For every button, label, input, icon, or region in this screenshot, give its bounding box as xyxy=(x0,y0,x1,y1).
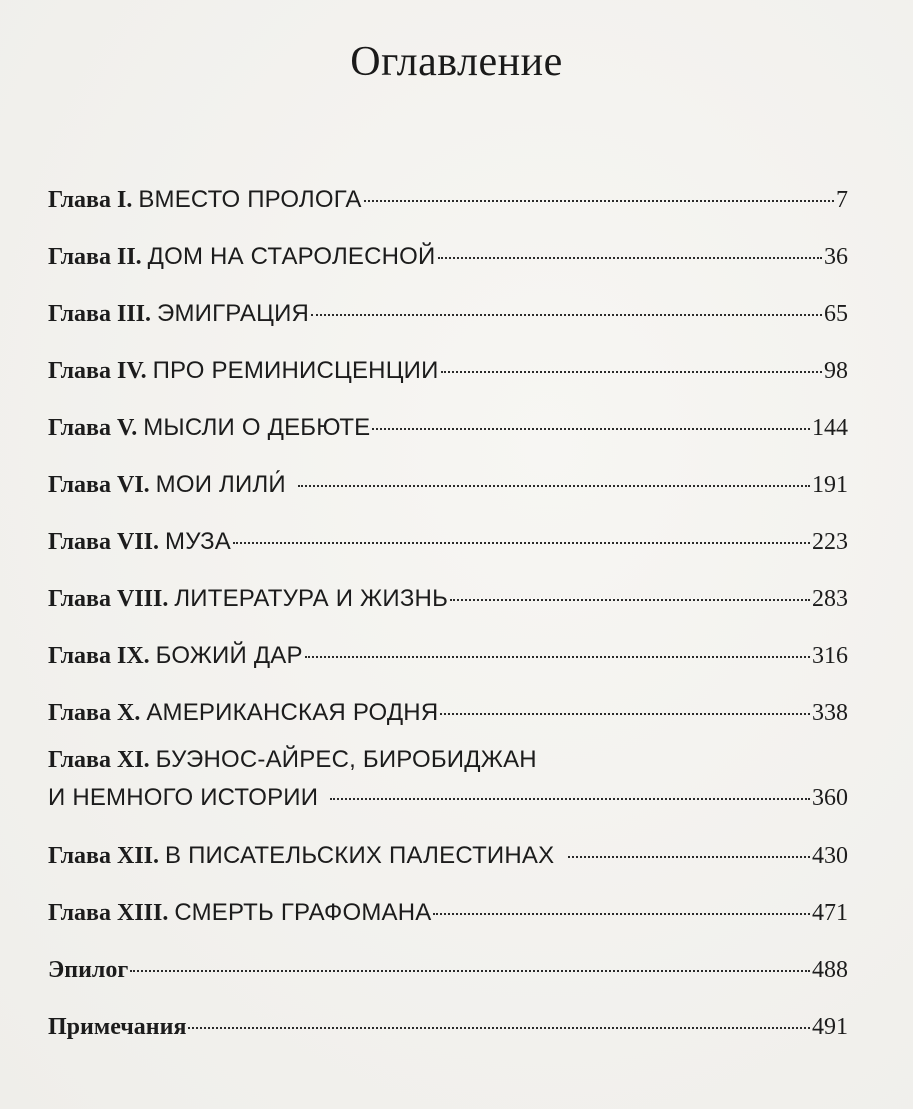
dot-leader xyxy=(438,257,823,259)
toc-entry-1 xyxy=(48,185,848,215)
dot-leader xyxy=(450,599,810,601)
page-number: 144 xyxy=(812,415,848,441)
chapter-label: Глава XI. xyxy=(48,747,150,773)
dot-leader xyxy=(440,713,810,715)
page-number: 36 xyxy=(824,244,848,270)
chapter-title: В ПИСАТЕЛЬСКИХ ПАЛЕСТИНАХ xyxy=(165,842,555,869)
dot-leader xyxy=(298,485,810,487)
page-number: 65 xyxy=(824,301,848,327)
chapter-label: Глава IX. xyxy=(48,643,150,669)
chapter-label: Эпилог xyxy=(48,957,129,983)
chapter-label: Глава XIII. xyxy=(48,900,169,926)
page-number: 360 xyxy=(812,785,848,811)
dot-leader xyxy=(441,371,822,373)
chapter-title: ДОМ НА СТАРОЛЕСНОЙ xyxy=(147,243,436,270)
chapter-label: Глава I. xyxy=(48,187,133,213)
dot-leader xyxy=(372,428,810,430)
chapter-label: Глава VIII. xyxy=(48,586,169,612)
toc-entry-3 xyxy=(48,299,848,329)
chapter-label: Глава VI. xyxy=(48,472,150,498)
chapter-title: БОЖИЙ ДАР xyxy=(155,642,303,669)
chapter-title: СМЕРТЬ ГРАФОМАНА xyxy=(174,899,432,926)
page-number: 491 xyxy=(812,1014,848,1040)
chapter-label: Глава V. xyxy=(48,415,138,441)
chapter-label: Глава VII. xyxy=(48,529,159,555)
chapter-title: МЫСЛИ О ДЕБЮТЕ xyxy=(143,414,371,441)
dot-leader xyxy=(233,542,810,544)
toc-entry-11 xyxy=(48,745,848,813)
chapter-label: Глава XII. xyxy=(48,843,159,869)
page-number: 191 xyxy=(812,472,848,498)
chapter-label: Примечания xyxy=(48,1014,187,1040)
toc-entry-5 xyxy=(48,413,848,443)
chapter-title: ПРО РЕМИНИСЦЕНЦИИ xyxy=(152,357,439,384)
toc-entry-12 xyxy=(48,841,848,871)
chapter-title: ЭМИГРАЦИЯ xyxy=(157,300,310,327)
dot-leader xyxy=(188,1027,810,1029)
toc-entry-15 xyxy=(48,1012,848,1042)
dot-leader xyxy=(330,798,810,800)
toc-entry-13 xyxy=(48,898,848,928)
chapter-title: ВМЕСТО ПРОЛОГА xyxy=(138,186,362,213)
toc-entry-14 xyxy=(48,955,848,985)
dot-leader xyxy=(433,913,810,915)
toc-entry-9 xyxy=(48,641,848,671)
page-title: Оглавление xyxy=(350,39,563,85)
chapter-title: МУЗА xyxy=(165,528,232,555)
toc-entry-4 xyxy=(48,356,848,386)
page-number: 283 xyxy=(812,586,848,612)
toc-entry-7 xyxy=(48,527,848,557)
chapter-title: МОИ ЛИЛИ́ xyxy=(155,471,286,498)
page-number: 488 xyxy=(812,957,848,983)
dot-leader xyxy=(311,314,822,316)
chapter-label: Глава X. xyxy=(48,700,141,726)
page-number: 223 xyxy=(812,529,848,555)
dot-leader xyxy=(305,656,810,658)
toc-entry-8 xyxy=(48,584,848,614)
toc-entry-10 xyxy=(48,698,848,728)
dot-leader xyxy=(568,856,810,858)
chapter-title: АМЕРИКАНСКАЯ РОДНЯ xyxy=(146,699,439,726)
page-number: 7 xyxy=(836,187,848,213)
chapter-title: ЛИТЕРАТУРА И ЖИЗНЬ xyxy=(174,585,449,612)
toc-entry-2 xyxy=(48,242,848,272)
chapter-label: Глава II. xyxy=(48,244,142,270)
page-number: 430 xyxy=(812,843,848,869)
page-number: 338 xyxy=(812,700,848,726)
page-number: 316 xyxy=(812,643,848,669)
chapter-label: Глава III. xyxy=(48,301,152,327)
dot-leader xyxy=(364,200,834,202)
toc-entry-6 xyxy=(48,470,848,500)
page-number: 98 xyxy=(824,358,848,384)
chapter-title: БУЭНОС-АЙРЕС, БИРОБИДЖАН xyxy=(155,746,537,773)
chapter-title-continued: И НЕМНОГО ИСТОРИИ xyxy=(48,784,319,811)
dot-leader xyxy=(130,970,810,972)
chapter-label: Глава IV. xyxy=(48,358,147,384)
page-number: 471 xyxy=(812,900,848,926)
